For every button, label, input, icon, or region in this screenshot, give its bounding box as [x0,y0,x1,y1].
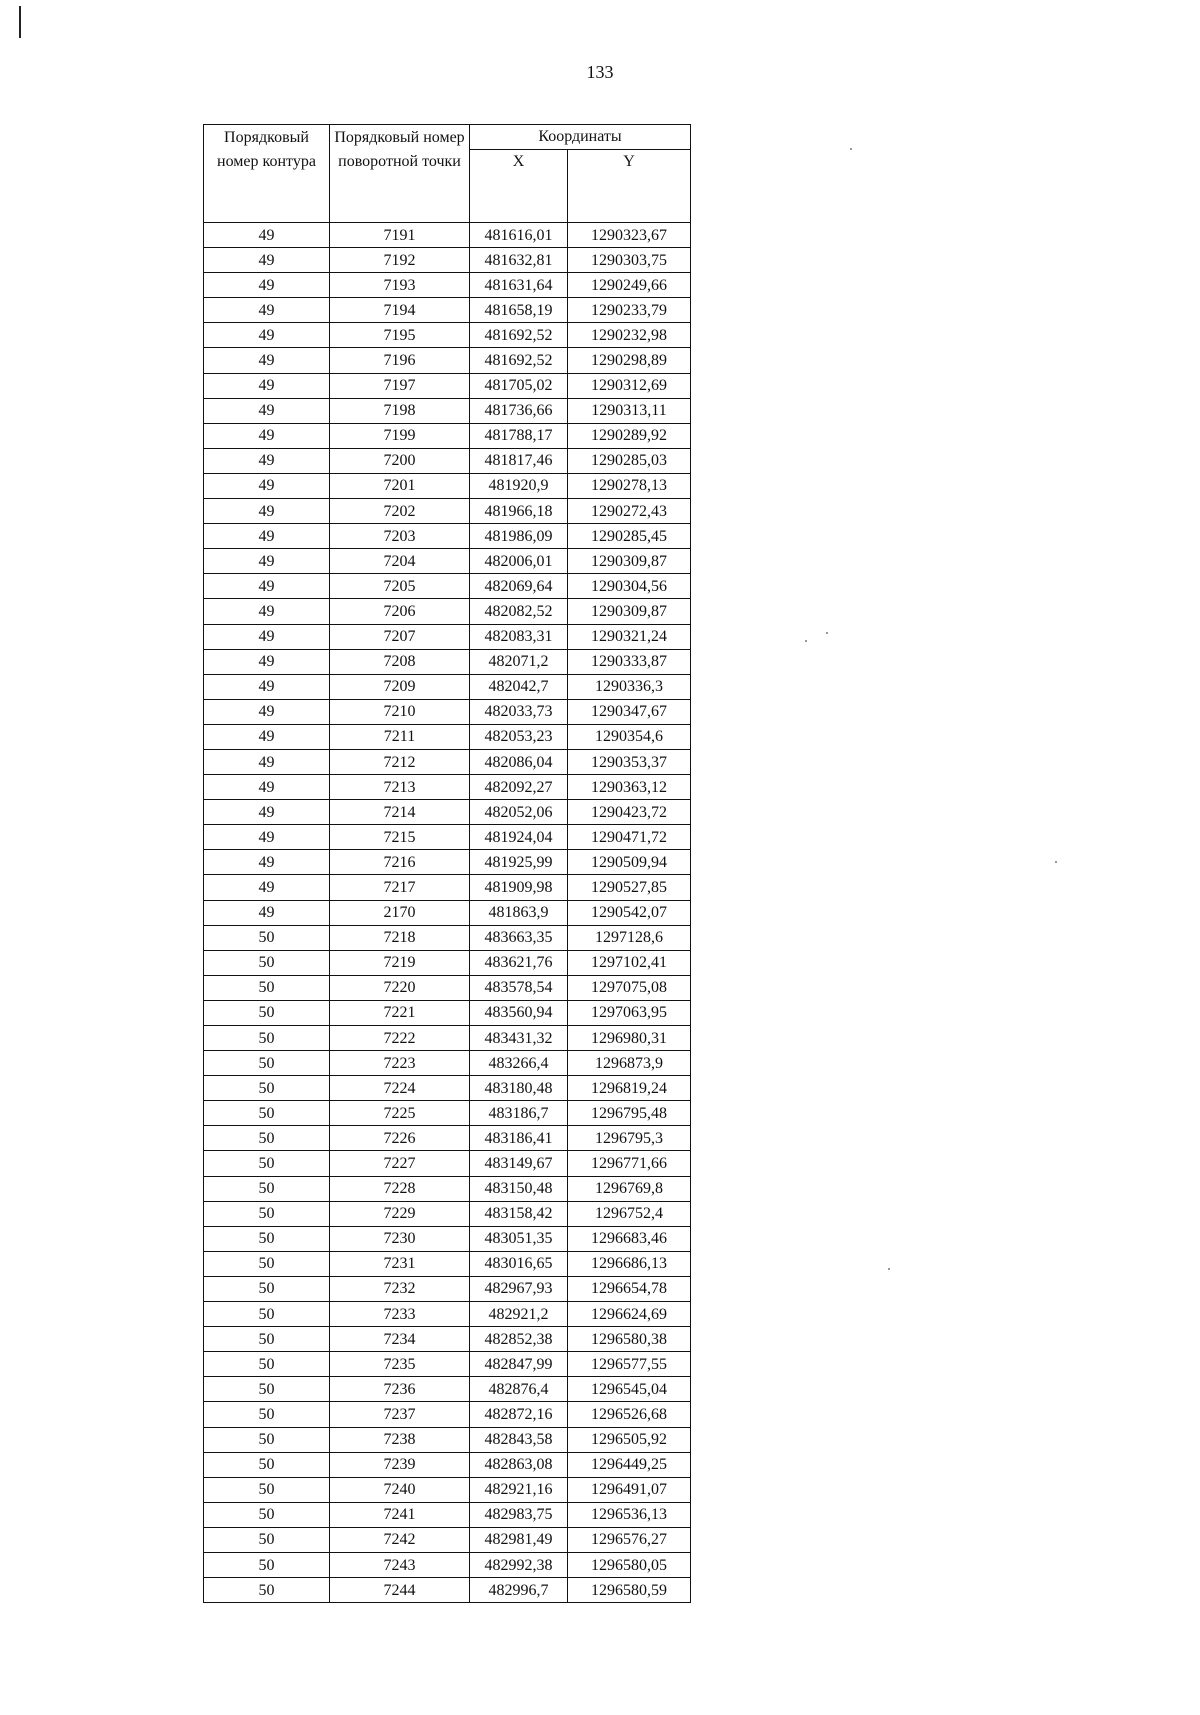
cell-point-number: 7200 [330,448,470,473]
cell-x: 481925,99 [470,850,568,875]
cell-contour-number: 50 [204,1176,330,1201]
cell-x: 482981,49 [470,1527,568,1552]
cell-x: 481631,64 [470,273,568,298]
cell-x: 481658,19 [470,298,568,323]
table-row [204,1527,691,1552]
cell-x: 482052,06 [470,800,568,825]
cell-point-number: 7217 [330,875,470,900]
cell-point-number: 7227 [330,1151,470,1176]
table-row [204,1402,691,1427]
cell-contour-number: 50 [204,1352,330,1377]
cell-contour-number: 49 [204,624,330,649]
scan-edge-mark [19,6,21,38]
cell-x: 482852,38 [470,1327,568,1352]
cell-point-number: 7195 [330,323,470,348]
table-row [204,1276,691,1301]
cell-x: 483560,94 [470,1000,568,1025]
cell-contour-number: 50 [204,1402,330,1427]
cell-x: 482921,2 [470,1302,568,1327]
table-row [204,1151,691,1176]
cell-x: 482876,4 [470,1377,568,1402]
cell-y: 1290232,98 [568,323,691,348]
table-row [204,1251,691,1276]
cell-x: 482996,7 [470,1578,568,1603]
table-row [204,599,691,624]
cell-contour-number: 49 [204,398,330,423]
table-row [204,1176,691,1201]
cell-point-number: 7210 [330,699,470,724]
cell-point-number: 7242 [330,1527,470,1552]
scan-speck [805,640,807,642]
cell-x: 483621,76 [470,950,568,975]
cell-x: 482992,38 [470,1552,568,1577]
cell-point-number: 7225 [330,1101,470,1126]
cell-y: 1296683,46 [568,1226,691,1251]
cell-x: 483186,7 [470,1101,568,1126]
cell-point-number: 7191 [330,223,470,248]
cell-contour-number: 49 [204,649,330,674]
cell-point-number: 7239 [330,1452,470,1477]
cell-contour-number: 50 [204,1502,330,1527]
cell-point-number: 7235 [330,1352,470,1377]
cell-contour-number: 49 [204,850,330,875]
table-row [204,975,691,1000]
cell-x: 482092,27 [470,775,568,800]
cell-y: 1290312,69 [568,373,691,398]
cell-x: 482847,99 [470,1352,568,1377]
cell-y: 1296580,05 [568,1552,691,1577]
table-row [204,423,691,448]
cell-y: 1296795,3 [568,1126,691,1151]
cell-y: 1296545,04 [568,1377,691,1402]
cell-contour-number: 50 [204,1101,330,1126]
cell-y: 1296873,9 [568,1051,691,1076]
cell-x: 483016,65 [470,1251,568,1276]
cell-point-number: 7223 [330,1051,470,1076]
table-row [204,825,691,850]
cell-contour-number: 49 [204,223,330,248]
table-row [204,1552,691,1577]
cell-point-number: 7206 [330,599,470,624]
table-row [204,1076,691,1101]
cell-contour-number: 50 [204,1377,330,1402]
cell-point-number: 7220 [330,975,470,1000]
cell-y: 1290303,75 [568,248,691,273]
cell-y: 1296491,07 [568,1477,691,1502]
cell-x: 481616,01 [470,223,568,248]
scan-speck [888,1268,890,1270]
cell-x: 482843,58 [470,1427,568,1452]
cell-contour-number: 49 [204,499,330,524]
cell-point-number: 7203 [330,524,470,549]
cell-x: 481692,52 [470,348,568,373]
cell-y: 1290347,67 [568,699,691,724]
table-row [204,950,691,975]
table-row [204,273,691,298]
cell-contour-number: 50 [204,1251,330,1276]
table-row [204,1051,691,1076]
cell-x: 482983,75 [470,1502,568,1527]
cell-contour-number: 50 [204,1126,330,1151]
cell-contour-number: 49 [204,524,330,549]
table-row [204,1026,691,1051]
cell-y: 1290249,66 [568,273,691,298]
cell-contour-number: 50 [204,1051,330,1076]
cell-point-number: 7213 [330,775,470,800]
header-y: Y [568,150,691,223]
cell-x: 483149,67 [470,1151,568,1176]
cell-x: 482086,04 [470,749,568,774]
cell-x: 482872,16 [470,1402,568,1427]
cell-contour-number: 49 [204,273,330,298]
table-row [204,1327,691,1352]
cell-contour-number: 50 [204,1527,330,1552]
cell-contour-number: 50 [204,925,330,950]
cell-point-number: 7211 [330,724,470,749]
cell-y: 1290423,72 [568,800,691,825]
table-row [204,1502,691,1527]
cell-y: 1296686,13 [568,1251,691,1276]
cell-contour-number: 49 [204,348,330,373]
cell-y: 1290304,56 [568,574,691,599]
table-row [204,473,691,498]
cell-contour-number: 49 [204,724,330,749]
cell-x: 481966,18 [470,499,568,524]
cell-point-number: 7208 [330,649,470,674]
cell-point-number: 7228 [330,1176,470,1201]
cell-y: 1290285,03 [568,448,691,473]
cell-point-number: 7238 [330,1427,470,1452]
cell-x: 483150,48 [470,1176,568,1201]
table-row [204,248,691,273]
cell-y: 1290298,89 [568,348,691,373]
cell-x: 482033,73 [470,699,568,724]
cell-x: 481736,66 [470,398,568,423]
cell-x: 482863,08 [470,1452,568,1477]
cell-y: 1296654,78 [568,1276,691,1301]
cell-x: 481632,81 [470,248,568,273]
cell-contour-number: 50 [204,1452,330,1477]
table-row [204,499,691,524]
cell-contour-number: 50 [204,1151,330,1176]
cell-point-number: 7196 [330,348,470,373]
cell-x: 481692,52 [470,323,568,348]
cell-y: 1296819,24 [568,1076,691,1101]
header-coordinates: Координаты [470,125,691,150]
cell-x: 483158,42 [470,1201,568,1226]
table-row [204,398,691,423]
cell-x: 481986,09 [470,524,568,549]
table-row [204,1452,691,1477]
cell-y: 1296624,69 [568,1302,691,1327]
cell-y: 1297128,6 [568,925,691,950]
cell-y: 1296449,25 [568,1452,691,1477]
scan-speck [826,632,828,634]
table-row [204,323,691,348]
cell-point-number: 7240 [330,1477,470,1502]
cell-contour-number: 50 [204,1226,330,1251]
cell-y: 1296980,31 [568,1026,691,1051]
cell-contour-number: 50 [204,975,330,1000]
cell-y: 1290309,87 [568,549,691,574]
cell-point-number: 7194 [330,298,470,323]
cell-point-number: 7205 [330,574,470,599]
table-row [204,1352,691,1377]
table-row [204,850,691,875]
cell-point-number: 7192 [330,248,470,273]
table-row [204,749,691,774]
cell-y: 1297063,95 [568,1000,691,1025]
table-row [204,624,691,649]
cell-contour-number: 50 [204,1000,330,1025]
cell-y: 1290333,87 [568,649,691,674]
cell-point-number: 7232 [330,1276,470,1301]
table-row [204,900,691,925]
cell-contour-number: 49 [204,699,330,724]
cell-x: 483051,35 [470,1226,568,1251]
scan-speck [1055,861,1057,863]
cell-x: 482042,7 [470,674,568,699]
cell-x: 481924,04 [470,825,568,850]
cell-point-number: 7224 [330,1076,470,1101]
cell-y: 1297102,41 [568,950,691,975]
cell-point-number: 7236 [330,1377,470,1402]
cell-point-number: 7207 [330,624,470,649]
cell-contour-number: 49 [204,674,330,699]
cell-contour-number: 50 [204,1201,330,1226]
cell-contour-number: 50 [204,1427,330,1452]
cell-point-number: 7219 [330,950,470,975]
cell-contour-number: 49 [204,900,330,925]
cell-point-number: 7231 [330,1251,470,1276]
cell-x: 481788,17 [470,423,568,448]
header-point-number: Порядковый номер поворотной точки [330,125,470,223]
table-row [204,223,691,248]
cell-contour-number: 50 [204,1578,330,1603]
cell-y: 1290313,11 [568,398,691,423]
cell-y: 1290363,12 [568,775,691,800]
cell-x: 481863,9 [470,900,568,925]
scan-speck [850,148,852,150]
table-row [204,373,691,398]
cell-point-number: 7197 [330,373,470,398]
cell-contour-number: 49 [204,473,330,498]
cell-contour-number: 49 [204,423,330,448]
cell-y: 1290285,45 [568,524,691,549]
cell-contour-number: 49 [204,775,330,800]
cell-x: 482069,64 [470,574,568,599]
cell-contour-number: 49 [204,749,330,774]
cell-contour-number: 49 [204,875,330,900]
cell-x: 482083,31 [470,624,568,649]
page-number: 133 [586,62,614,82]
table-row [204,524,691,549]
table-row [204,1377,691,1402]
table-row [204,1302,691,1327]
cell-x: 482082,52 [470,599,568,624]
cell-point-number: 7212 [330,749,470,774]
table-body [204,223,691,1603]
cell-x: 481909,98 [470,875,568,900]
cell-point-number: 7241 [330,1502,470,1527]
cell-contour-number: 49 [204,323,330,348]
cell-y: 1290336,3 [568,674,691,699]
cell-y: 1290527,85 [568,875,691,900]
cell-y: 1290353,37 [568,749,691,774]
table-row [204,1101,691,1126]
cell-point-number: 7201 [330,473,470,498]
cell-point-number: 7204 [330,549,470,574]
cell-point-number: 7218 [330,925,470,950]
cell-x: 483186,41 [470,1126,568,1151]
cell-point-number: 7216 [330,850,470,875]
cell-y: 1296505,92 [568,1427,691,1452]
cell-contour-number: 49 [204,800,330,825]
cell-contour-number: 49 [204,373,330,398]
cell-point-number: 7226 [330,1126,470,1151]
table-row [204,1427,691,1452]
table-row [204,1126,691,1151]
cell-y: 1290309,87 [568,599,691,624]
cell-y: 1296536,13 [568,1502,691,1527]
cell-x: 481817,46 [470,448,568,473]
cell-contour-number: 50 [204,1076,330,1101]
cell-y: 1296576,27 [568,1527,691,1552]
cell-contour-number: 49 [204,448,330,473]
cell-y: 1296795,48 [568,1101,691,1126]
table-row [204,875,691,900]
cell-y: 1296526,68 [568,1402,691,1427]
cell-x: 483578,54 [470,975,568,1000]
cell-point-number: 7198 [330,398,470,423]
cell-contour-number: 50 [204,1477,330,1502]
cell-contour-number: 50 [204,950,330,975]
coordinates-table [203,124,691,1603]
table-row [204,649,691,674]
table-row [204,1226,691,1251]
cell-point-number: 7209 [330,674,470,699]
cell-contour-number: 49 [204,298,330,323]
cell-point-number: 7233 [330,1302,470,1327]
cell-point-number: 7214 [330,800,470,825]
cell-contour-number: 50 [204,1327,330,1352]
cell-x: 482071,2 [470,649,568,674]
table-header [204,125,691,223]
cell-x: 483431,32 [470,1026,568,1051]
cell-y: 1296580,59 [568,1578,691,1603]
cell-x: 482006,01 [470,549,568,574]
table-row [204,775,691,800]
cell-y: 1296769,8 [568,1176,691,1201]
cell-y: 1290272,43 [568,499,691,524]
table-row [204,925,691,950]
cell-point-number: 7244 [330,1578,470,1603]
cell-point-number: 7199 [330,423,470,448]
table-row [204,574,691,599]
cell-point-number: 7237 [330,1402,470,1427]
table-row [204,699,691,724]
cell-point-number: 7230 [330,1226,470,1251]
cell-x: 483266,4 [470,1051,568,1076]
cell-contour-number: 49 [204,825,330,850]
cell-contour-number: 49 [204,248,330,273]
table-row [204,448,691,473]
cell-y: 1290323,67 [568,223,691,248]
cell-point-number: 7222 [330,1026,470,1051]
cell-y: 1290278,13 [568,473,691,498]
cell-x: 483663,35 [470,925,568,950]
cell-x: 481920,9 [470,473,568,498]
cell-y: 1290321,24 [568,624,691,649]
table-row [204,298,691,323]
cell-contour-number: 50 [204,1026,330,1051]
cell-y: 1290542,07 [568,900,691,925]
cell-point-number: 2170 [330,900,470,925]
cell-y: 1296771,66 [568,1151,691,1176]
cell-x: 483180,48 [470,1076,568,1101]
cell-y: 1296752,4 [568,1201,691,1226]
table-row [204,800,691,825]
table-row [204,724,691,749]
cell-contour-number: 50 [204,1302,330,1327]
cell-point-number: 7202 [330,499,470,524]
cell-point-number: 7229 [330,1201,470,1226]
table-row [204,1578,691,1603]
cell-y: 1290289,92 [568,423,691,448]
cell-point-number: 7221 [330,1000,470,1025]
table-row [204,1000,691,1025]
cell-contour-number: 49 [204,549,330,574]
cell-point-number: 7234 [330,1327,470,1352]
cell-x: 482967,93 [470,1276,568,1301]
cell-point-number: 7215 [330,825,470,850]
cell-y: 1296580,38 [568,1327,691,1352]
cell-y: 1290509,94 [568,850,691,875]
cell-y: 1296577,55 [568,1352,691,1377]
cell-x: 482053,23 [470,724,568,749]
table-row [204,348,691,373]
cell-contour-number: 49 [204,574,330,599]
table-row [204,1477,691,1502]
table-row [204,1201,691,1226]
table-row [204,674,691,699]
cell-contour-number: 49 [204,599,330,624]
cell-y: 1290354,6 [568,724,691,749]
cell-x: 482921,16 [470,1477,568,1502]
header-x: X [470,150,568,223]
cell-x: 481705,02 [470,373,568,398]
table-row [204,549,691,574]
header-contour-number: Порядковый номер контура [204,125,330,223]
cell-contour-number: 50 [204,1552,330,1577]
cell-point-number: 7193 [330,273,470,298]
cell-contour-number: 50 [204,1276,330,1301]
cell-y: 1290233,79 [568,298,691,323]
cell-point-number: 7243 [330,1552,470,1577]
cell-y: 1297075,08 [568,975,691,1000]
cell-y: 1290471,72 [568,825,691,850]
